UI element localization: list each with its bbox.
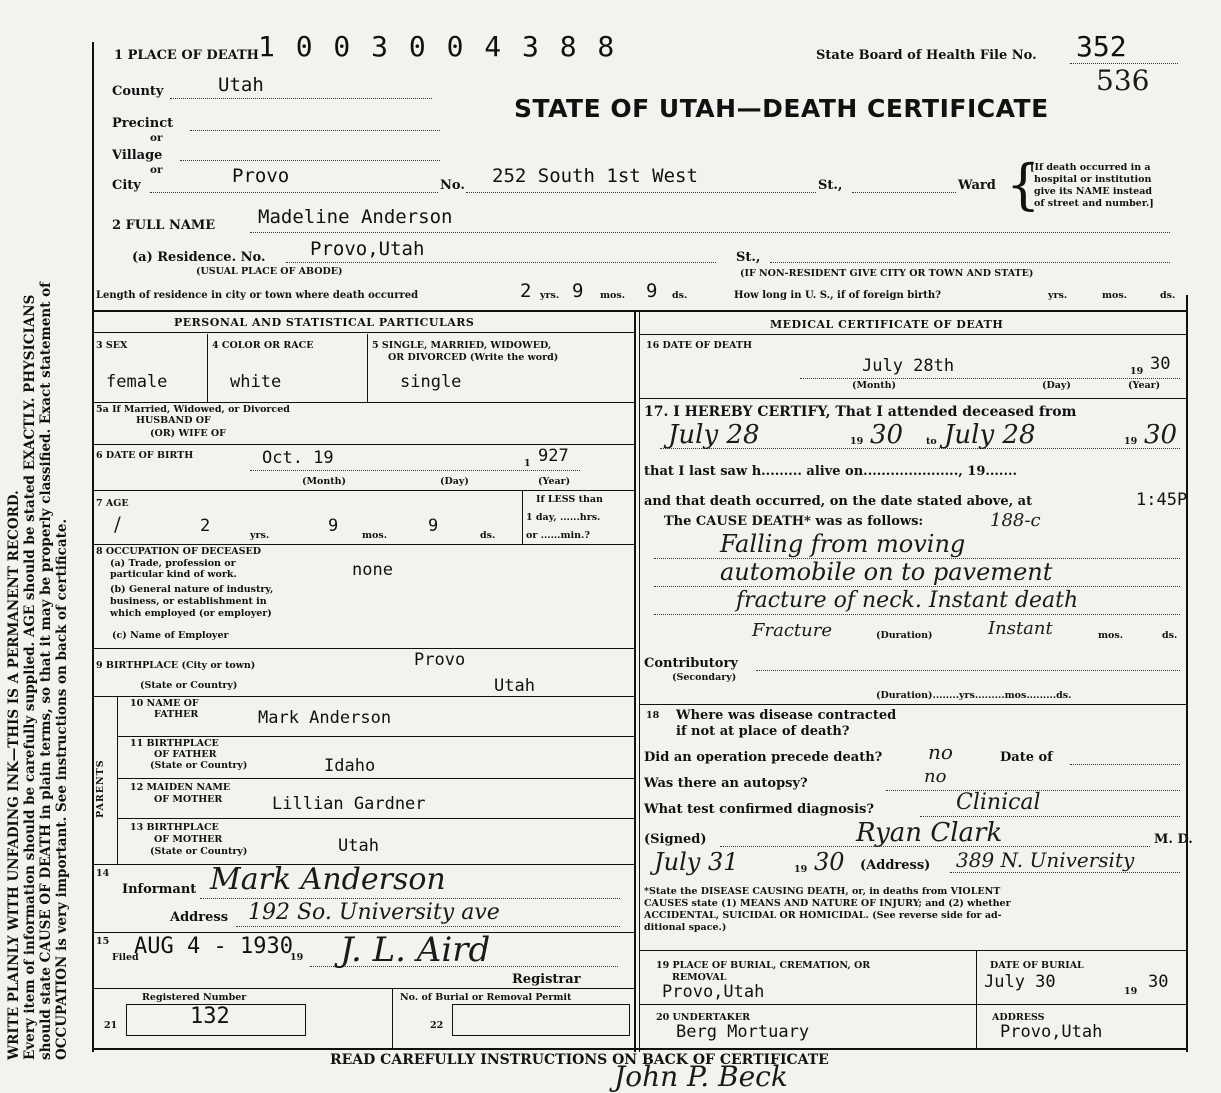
undertaker: Berg Mortuary [676,1022,810,1042]
cause-line-1: Falling from moving [720,530,966,558]
informant-signature: Mark Anderson [210,862,446,897]
residence-value: Provo,Utah [310,238,425,260]
cause-line-4: Fracture [752,620,832,641]
file-no: 352 [1076,30,1127,63]
cause-label: The CAUSE DEATH* was as follows: [664,514,924,529]
death-occurred-label: and that death occurred, on the date stated above, at [644,494,1033,509]
marital-value: single [400,372,462,392]
death-date: July 28th [862,356,955,376]
file-no-2: 536 [1096,64,1150,97]
dob-value: Oct. 19 [262,448,334,468]
county-value: Utah [218,74,264,96]
full-name-value: Madeline Anderson [258,206,453,228]
physician-address: 389 N. University [956,848,1135,872]
age-yrs: 2 [200,516,211,536]
city-value: Provo [232,165,290,187]
footer-signature: John P. Beck [614,1060,788,1093]
sidebar-line-4: OCCUPATION is very important. See instructions on back of certificate. [54,518,70,1060]
test-value: Clinical [956,790,1041,815]
filed-date: AUG 4 - 1930 [134,934,293,959]
stamp-number: 1 0 0 3 0 0 4 3 8 8 [258,30,617,63]
street-value: 252 South 1st West [492,165,698,187]
certificate-title: STATE OF UTAH—DEATH CERTIFICATE [514,94,1049,123]
autopsy-value: no [924,766,947,787]
dob-year: 927 [538,446,569,466]
file-no-label: State Board of Health File No. [816,48,1037,63]
footer-instructions: READ CAREFULLY INSTRUCTIONS ON BACK OF CERTIFICATE [330,1052,829,1068]
parents-label: PARENTS [95,759,106,818]
color-value: white [230,372,282,392]
last-saw: that I last saw h......... alive on....................., 19....... [644,464,1018,479]
operation-value: no [928,740,953,764]
physician-signature: Ryan Clark [856,818,1003,848]
autopsy-label: Was there an autopsy? [644,776,808,791]
cause-code: 188-c [990,510,1041,531]
birthplace-city: Provo [414,650,466,670]
cause-line-3: fracture of neck. Instant death [736,588,1079,613]
signed-label: (Signed) [644,832,707,847]
residence-label: (a) Residence. No. [132,250,266,265]
city-label: City [112,178,141,193]
contributory-label: Contributory [644,656,738,671]
left-border [92,42,94,1052]
age-ds: 9 [428,516,439,536]
full-name-label: 2 FULL NAME [112,218,216,233]
certify-text: 17. I HEREBY CERTIFY, That I attended deceased from [644,404,1077,420]
burial-place: Provo,Utah [662,982,765,1002]
county-label: County [112,84,164,99]
father-name: Mark Anderson [258,708,392,728]
operation-label: Did an operation precede death? [644,750,883,765]
sidebar-line-1: WRITE PLAINLY WITH UNFADING INK—THIS IS A PERMANENT RECORD. [6,490,22,1060]
undertaker-address: Provo,Utah [1000,1022,1103,1042]
death-time: 1:45P [1136,490,1188,510]
burial-permit-box [452,1004,630,1036]
precinct-label: Precinct [112,116,174,131]
informant-label: Informant [122,882,197,897]
cause-duration: Instant [988,618,1053,639]
personal-header: PERSONAL AND STATISTICAL PARTICULARS [174,316,475,329]
sidebar-instructions [6,60,70,1060]
right-border [1186,295,1188,1052]
informant-address: 192 So. University ave [248,900,500,925]
sex-value: female [106,372,168,392]
burial-year: 30 [1148,972,1169,992]
mother-birthplace: Utah [338,836,379,856]
sidebar-line-3: should state CAUSE OF DEATH in plain terms, so that it may be properly classified. Exact statement of [38,282,54,1060]
mother-name: Lillian Gardner [272,794,426,814]
age-mos: 9 [328,516,339,536]
attended-from: July 28 [668,420,760,450]
test-label: What test confirmed diagnosis? [644,802,874,817]
death-year: 30 [1150,354,1171,374]
burial-date: July 30 [984,972,1056,992]
ward-label: Ward [958,178,996,193]
medical-header: MEDICAL CERTIFICATE OF DEATH [770,318,1004,331]
father-birthplace: Idaho [324,756,376,776]
occupation-value: none [352,560,393,580]
registered-number: 132 [190,1004,230,1029]
cause-line-2: automobile on to pavement [720,558,1053,586]
registrar-signature: J. L. Aird [340,930,491,970]
attended-to: July 28 [944,420,1036,450]
village-label: Village [112,148,163,163]
signed-date: July 31 [654,848,739,876]
birthplace-state: Utah [494,676,535,696]
place-of-death-label: 1 PLACE OF DEATH [114,48,259,63]
length-of-residence-label: Length of residence in city or town where death occurred [96,290,419,301]
sidebar-line-2: Every item of information should be carefully supplied. AGE should be stated EXACTLY. PHYSICIANS [22,294,38,1060]
